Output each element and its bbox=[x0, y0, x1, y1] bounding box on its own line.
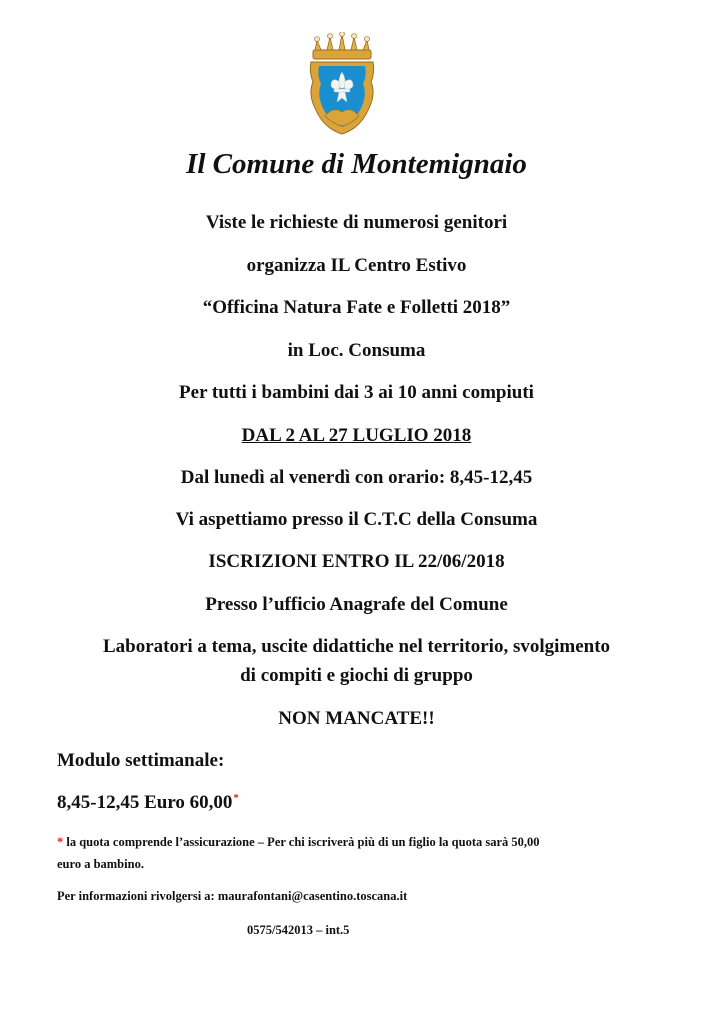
footnote-line-2: euro a bambino. bbox=[57, 857, 144, 871]
dates-line: DAL 2 AL 27 LUGLIO 2018 bbox=[241, 425, 472, 446]
footnote-text-1: la quota comprende l’assicurazione – Per chi iscriverà più di un figlio la quota sarà 50,00 bbox=[66, 835, 540, 849]
footnote-line-1 bbox=[57, 835, 540, 850]
price-asterisk: * bbox=[233, 792, 239, 804]
contact-info: Per informazioni rivolgersi a: maurafontani@casentino.toscana.it bbox=[57, 889, 408, 903]
camp-name: “Officina Natura Fate e Folletti 2018” bbox=[202, 297, 511, 318]
call-to-action: NON MANCATE!! bbox=[278, 708, 435, 729]
footnote-asterisk: * bbox=[57, 835, 64, 849]
location-line: in Loc. Consuma bbox=[287, 340, 426, 361]
venue-line: Vi aspettiamo presso il C.T.C della Consuma bbox=[175, 509, 538, 530]
crown-band bbox=[313, 50, 371, 59]
schedule-line: Dal lunedì al venerdì con orario: 8,45-12,45 bbox=[180, 467, 533, 488]
office-line: Presso l’ufficio Anagrafe del Comune bbox=[205, 594, 508, 615]
municipal-crest-logo bbox=[307, 32, 377, 136]
intro-line: Viste le richieste di numerosi genitori bbox=[205, 212, 508, 233]
activities-line-1: Laboratori a tema, uscite didattiche nel territorio, svolgimento bbox=[102, 636, 611, 657]
activities-line-2: di compiti e giochi di gruppo bbox=[240, 665, 473, 686]
price-text: 8,45-12,45 Euro 60,00 bbox=[57, 792, 233, 813]
module-label: Modulo settimanale: bbox=[57, 750, 225, 771]
page-title: Il Comune di Montemignaio bbox=[186, 148, 527, 180]
organizer-line: organizza IL Centro Estivo bbox=[246, 255, 467, 276]
age-line: Per tutti i bambini dai 3 ai 10 anni compiuti bbox=[179, 382, 534, 403]
price-line bbox=[57, 792, 239, 814]
contact-phone: 0575/542013 – int.5 bbox=[247, 923, 350, 937]
deadline-line: ISCRIZIONI ENTRO IL 22/06/2018 bbox=[208, 551, 505, 572]
